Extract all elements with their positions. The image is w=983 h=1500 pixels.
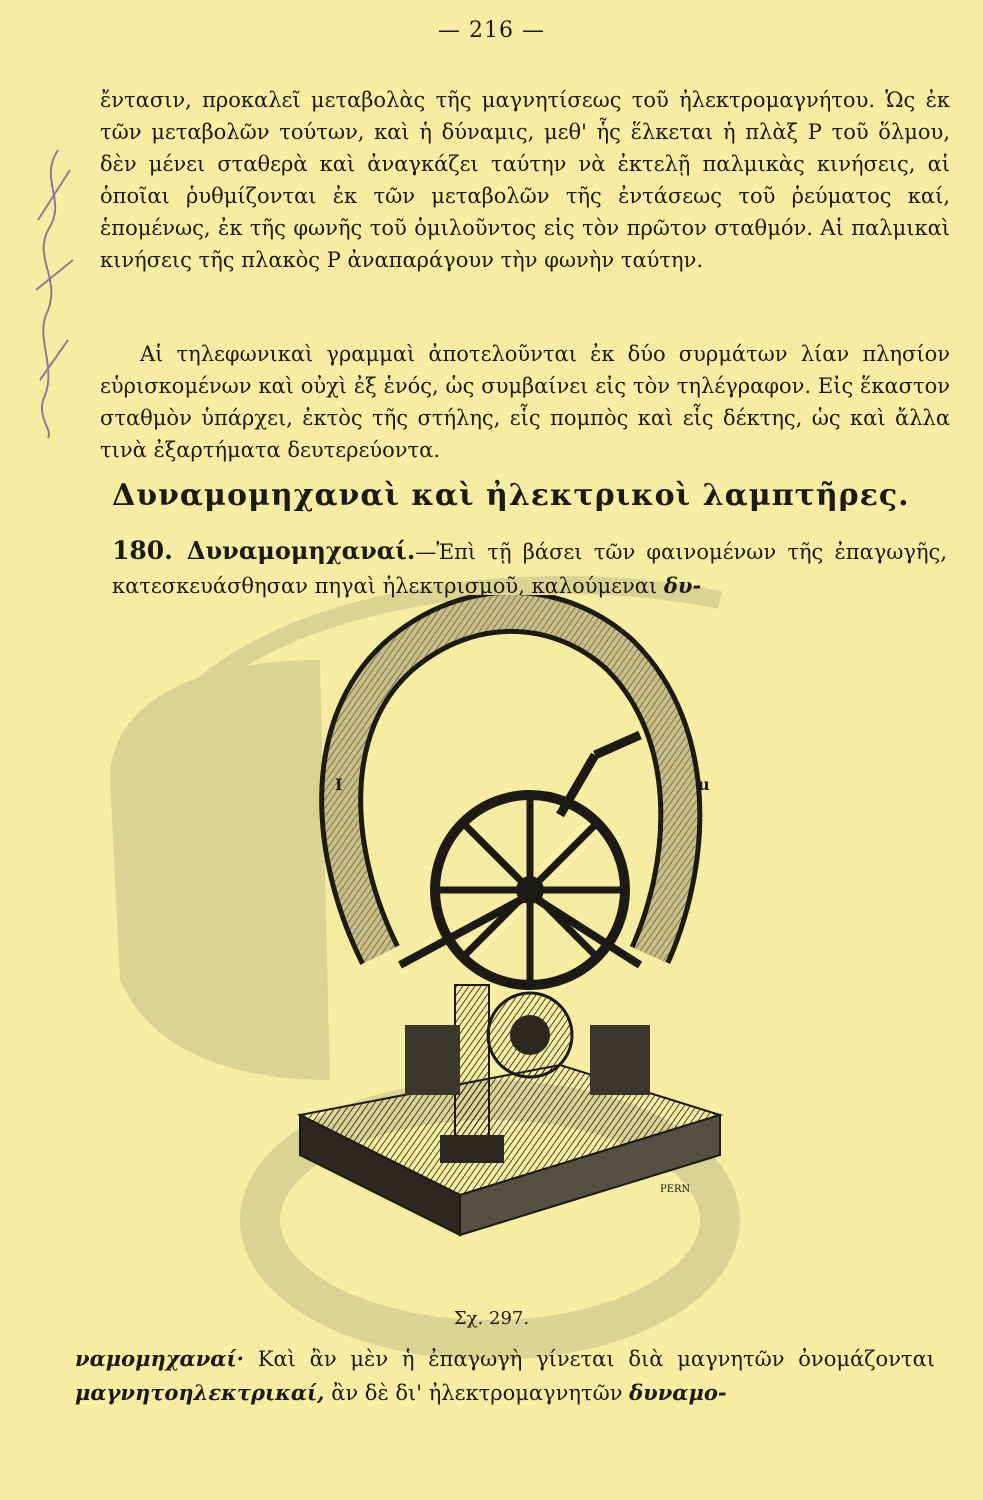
subsection-number: 180. [112,536,173,565]
bottom-paragraph [75,1342,935,1410]
paragraph-2: Αἱ τηλεφωνικαὶ γραμμαὶ ἀποτελοῦνται ἐκ δύο συρμάτων λίαν πλησίον εὑρισκομένων καὶ οὐχὶ ἐξ ἑνός, ὡς συμβαίνει εἰς τὸν τηλέγραφον. Εἰς ἕκαστον σταθμὸν ὑπάρχει, ἐκτὸς τῆς στήλης, εἷς πομπὸς καὶ εἷς δέκτης, ὡς καὶ ἄλλα τινὰ ἐξαρτήματα δευτερεύοντα. [100,342,950,462]
figure-caption: Σχ. 297. [453,1308,530,1329]
engraver-signature: PERN [660,1184,691,1195]
term-dynamo-end: ναμομηχαναί· [75,1346,244,1371]
bottom-text-2: ἂν δὲ δι' ἠλεκτρομαγνητῶν [331,1381,623,1405]
handwritten-margin-note [18,140,88,440]
dynamo-engraving [260,595,740,1295]
subsection-180 [112,534,947,603]
subsection-title: Δυναμομηχαναί. [186,536,416,565]
bottom-text-1: Καὶ ἂν μὲν ἡ ἐπαγωγὴ γίνεται διὰ μαγνητῶν ὀνομάζονται [257,1347,935,1371]
section-heading: Δυναμομηχαναὶ καὶ ἠλεκτρικοὶ λαμπτῆρες. [112,478,910,513]
figure-label-right: u [698,775,710,794]
paragraph-1: ἔντασιν, προκαλεῖ μεταβολὰς τῆς μαγνητίσεως τοῦ ἠλεκτρομαγνήτου. Ὡς ἐκ τῶν μεταβολῶν τούτων, καὶ ἡ δύναμις, μεθ' ἧς ἕλκεται ἡ πλὰξ Ρ τοῦ ὅλμου, δὲν μένει σταθερὰ καὶ ἀναγκάζει ταύτην νὰ ἐκτελῇ παλμικὰς κινήσεις, αἱ ὁποῖαι ῥυθμίζονται ἐκ τῶν μεταβολῶν τῆς ἐντάσεως τοῦ ῥεύματος καί, ἑπομένως, ἐκ τῆς φωνῆς τοῦ ὁμιλοῦντος εἰς τὸν πρῶτον σταθμόν. Αἱ παλμικαὶ κινήσεις τῆς πλακὸς Ρ ἀναπαράγουν τὴν φωνὴν ταύτην. [100,88,950,272]
figure-label-left: I [335,775,343,794]
term-dynamo-next: δυναμο- [629,1380,727,1405]
page-number: — 216 — [438,18,545,43]
term-magneto: μαγνητοηλεκτρικαί, [75,1380,325,1405]
term-dynamo-start: δυ- [663,573,702,598]
subsection-text: —Ἐπὶ τῇ βάσει τῶν φαινομένων τῆς ἐπαγωγῆς, κατεσκευάσθησαν πηγαὶ ἠλεκτρισμοῦ, καλούμεναι [112,540,947,598]
